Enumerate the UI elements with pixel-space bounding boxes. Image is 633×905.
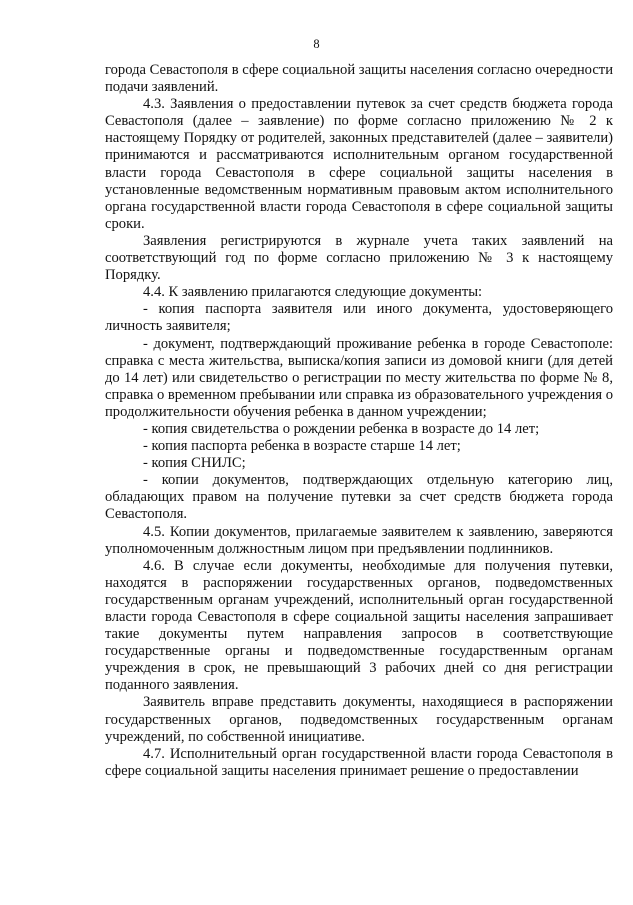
paragraph: 4.4. К заявлению прилагаются следующие документы: bbox=[143, 284, 483, 301]
page-number: 8 bbox=[313, 37, 320, 51]
paragraph: - копии документов, подтверждающих отдельную категорию лиц, обладающих правом на получение путевки за счет средств бюджета города Севастополя. bbox=[105, 472, 613, 523]
paragraph: - копия СНИЛС; bbox=[143, 455, 246, 472]
paragraph: 4.5. Копии документов, прилагаемые заявителем к заявлению, заверяются уполномоченным должностным лицом при предъявлении подлинников. bbox=[105, 523, 613, 557]
paragraph: Заявитель вправе представить документы, находящиеся в распоряжении государственных органов, подведомственных государственным органам учреждений, по собственной инициативе. bbox=[105, 694, 613, 745]
paragraph: Заявления регистрируются в журнале учета таких заявлений на соответствующий год по форме согласно приложению № 3 к настоящему Порядку. bbox=[105, 232, 613, 284]
paragraph: 4.3. Заявления о предоставлении путевок за счет средств бюджета города Севастополя (далее – заявление) по форме согласно приложению № 2 к настоящему Порядку от родителей, законных представителей (далее – заявители) принимаются и рассматриваются исполнительным органом государственной власти города Севастополя в сфере социальной защиты населения в установленные ведомственным нормативным правовым актом исполнительного органа государственной власти города Севастополя в сфере социальной защиты сроки. bbox=[105, 96, 613, 232]
paragraph: - копия паспорта заявителя или иного документа, удостоверяющего личность заявителя; bbox=[105, 301, 613, 335]
paragraph: - копия свидетельства о рождении ребенка в возрасте до 14 лет; bbox=[143, 420, 540, 437]
paragraph: 4.7. Исполнительный орган государственной власти города Севастополя в сфере социальной защиты населения принимает решение о предоставлении bbox=[105, 745, 613, 779]
paragraph: - копия паспорта ребенка в возрасте старше 14 лет; bbox=[143, 438, 461, 455]
paragraph: - документ, подтверждающий проживание ребенка в городе Севастополе: справка с места жительства, выписка/копия записи из домовой книги (для детей до 14 лет) или свидетельство о регистрации по месту жительства по форме № 8, справка о временном пребывании или справка из образовательного учреждения о продолжительности обучения ребенка в данном учреждении; bbox=[105, 335, 613, 420]
paragraph: 4.6. В случае если документы, необходимые для получения путевки, находятся в распоряжении государственных органов, подведомственных государственным органам учреждений, исполнительный орган государственной власти города Севастополя в сфере социальной защиты населения запрашивает такие документы путем направления запросов в соответствующие государственные органы и подведомственные государственным органам учреждения в срок, не превышающий 3 рабочих дней со дня регистрации поданного заявления. bbox=[105, 557, 613, 694]
paragraph: города Севастополя в сфере социальной защиты населения согласно очередности подачи заявлений. bbox=[105, 62, 613, 96]
document-body bbox=[105, 62, 613, 780]
